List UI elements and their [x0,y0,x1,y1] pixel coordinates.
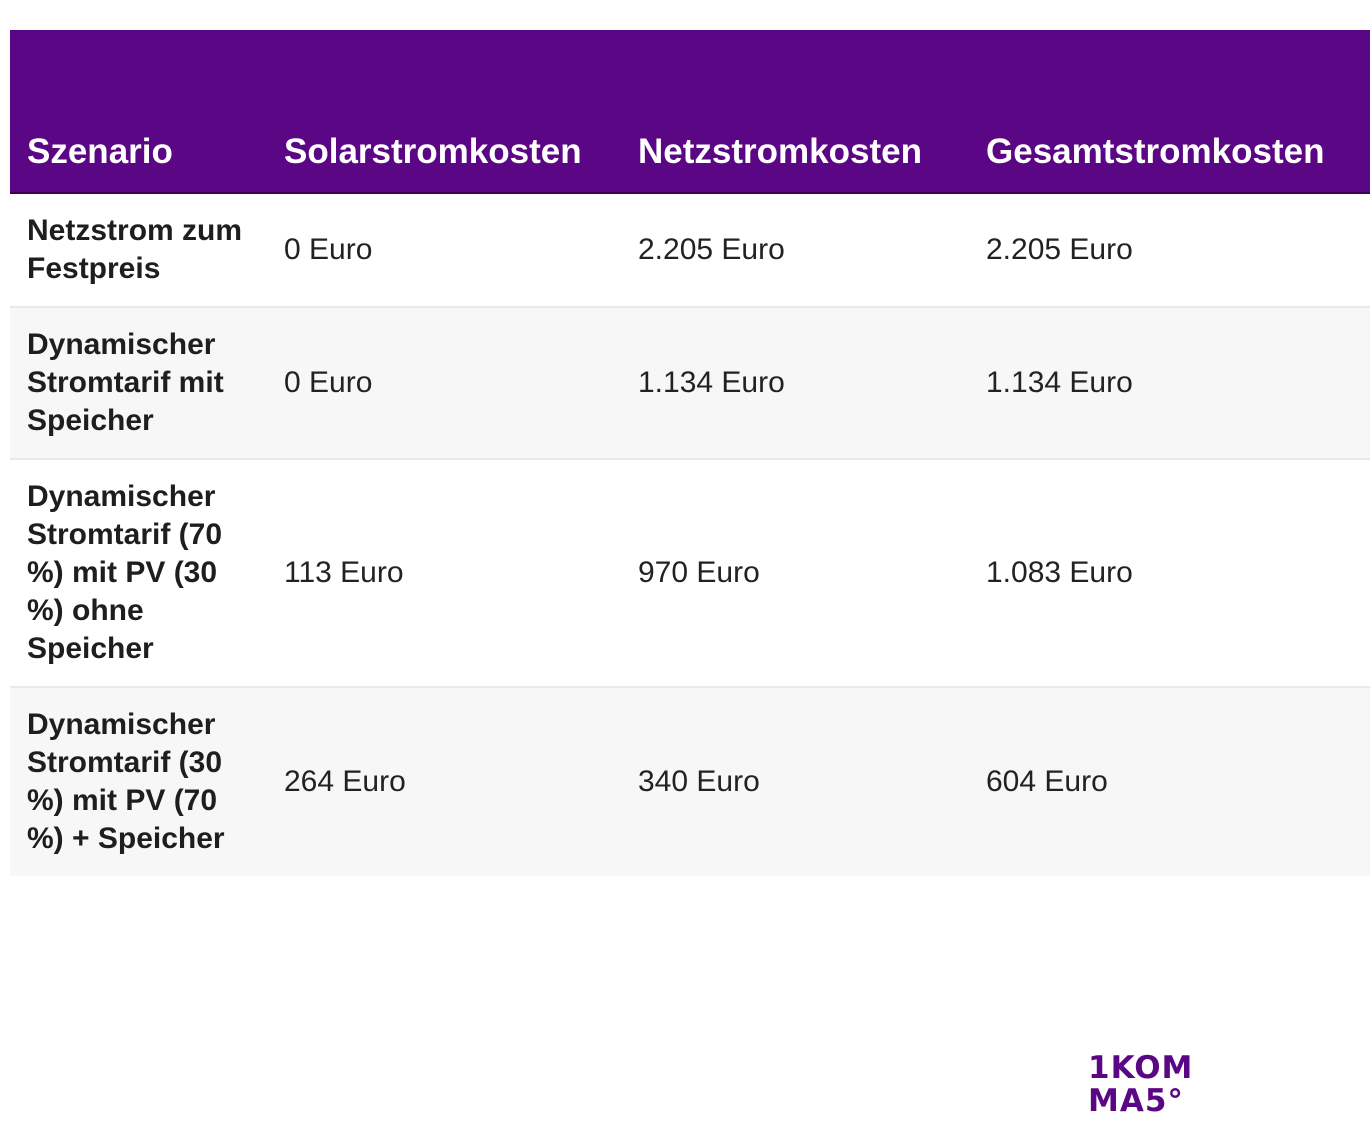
table-row [10,687,1370,876]
cell-netz: 1.134 Euro [621,307,969,459]
logo-line-2: MA5° [1088,1083,1184,1119]
logo-line-1: 1KOM [1088,1050,1194,1086]
cell-scenario: Dynamischer Stromtarif (30 %) mit PV (70 %) + Speicher [27,708,225,855]
cost-comparison-table [10,30,1370,876]
cell-scenario: Dynamischer Stromtarif (70 %) mit PV (30 %) ohne Speicher [10,459,267,687]
table-row [10,459,1370,687]
table-header-row [10,30,1370,193]
cell-netz: 2.205 Euro [621,193,969,307]
header-gesamtstromkosten: Gesamtstromkosten [969,30,1370,193]
table-container [10,30,1325,876]
cell-solar: 0 Euro [267,193,621,307]
cell-gesamt: 604 Euro [986,765,1108,798]
header-szenario: Szenario [10,30,267,193]
cell-gesamt: 1.083 Euro [969,459,1370,687]
cell-gesamt: 2.205 Euro [969,193,1370,307]
cell-netz: 970 Euro [621,459,969,687]
cell-netz: 340 Euro [638,765,760,798]
cell-gesamt: 1.134 Euro [969,307,1370,459]
table-row [10,193,1370,307]
brand-logo [1088,1052,1204,1118]
table-row [10,307,1370,459]
cell-solar: 0 Euro [267,307,621,459]
cell-scenario: Netzstrom zum Festpreis [10,193,267,307]
cell-scenario: Dynamischer Stromtarif mit Speicher [10,307,267,459]
cell-solar: 264 Euro [284,765,406,798]
header-netzstromkosten: Netzstromkosten [621,30,969,193]
cell-solar: 113 Euro [267,459,621,687]
header-solarstromkosten: Solarstromkosten [267,30,621,193]
